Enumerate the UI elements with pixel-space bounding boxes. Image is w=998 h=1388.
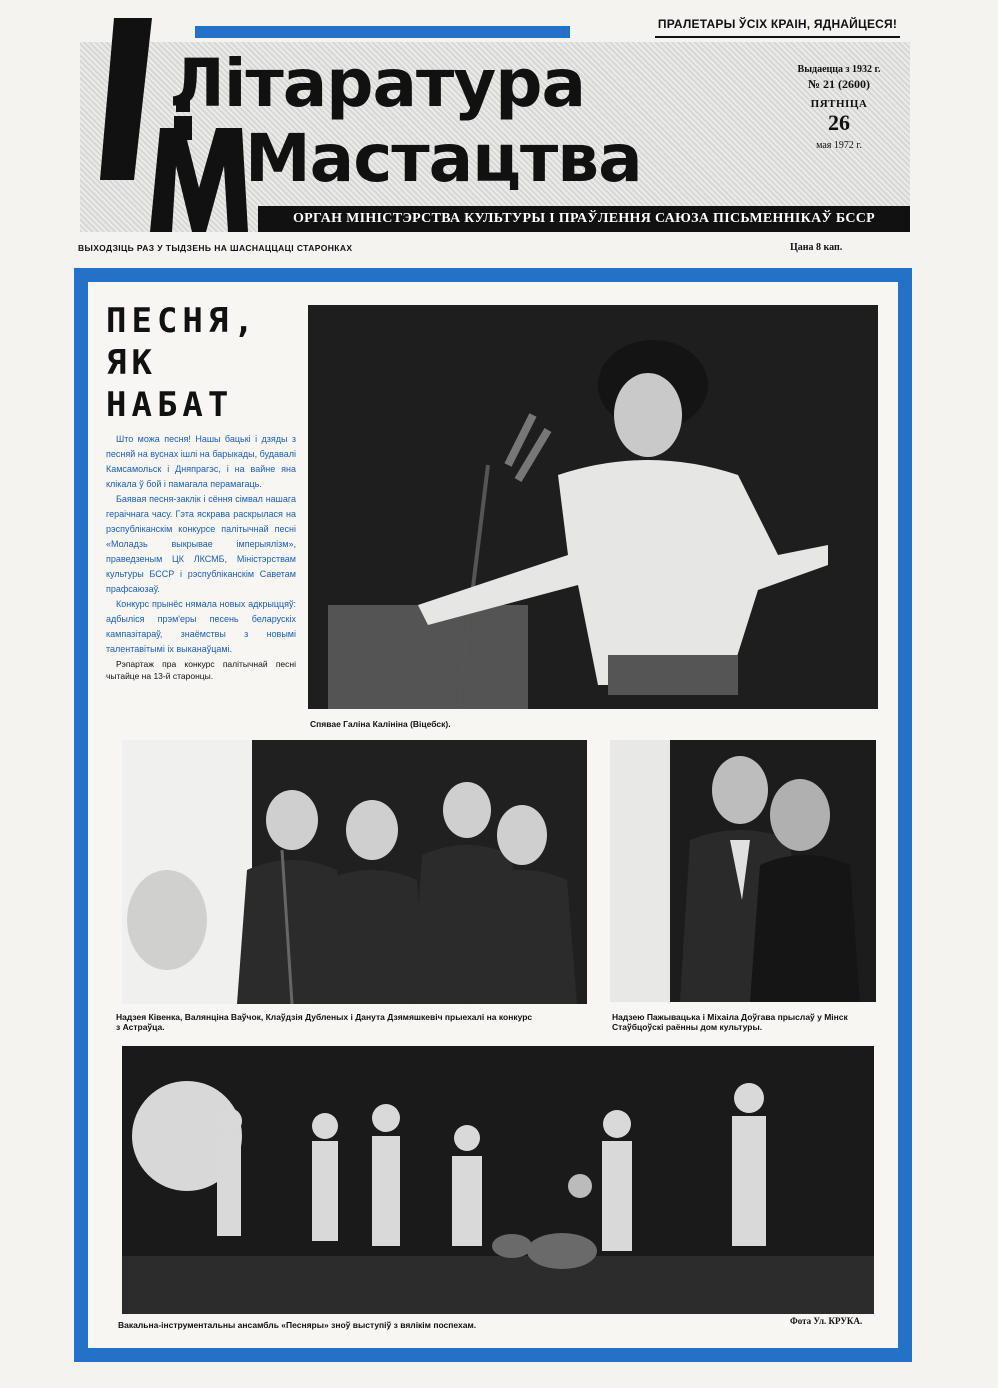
article-note: Рэпартаж пра конкурс палітычнай песні чытайце на 13-й старонцы. — [106, 659, 296, 681]
slogan: ПРАЛЕТАРЫ ЎСІХ КРАІН, ЯДНАЙЦЕСЯ! — [655, 14, 900, 38]
frequency-note: ВЫХОДЗІЦЬ РАЗ У ТЫДЗЕНЬ НА ШАСНАЦЦАЦІ СТАРОНКАХ — [78, 243, 353, 253]
headline-line-2: ЯК — [106, 343, 157, 383]
article-paragraph: Конкурс прынёс нямала новых адкрыццяў: адбыліся прэм'еры песень беларускіх кампазітараў, знаёмствы з новымі талентавітымі іх выканаўцамі. — [106, 599, 296, 654]
issue-weekday: ПЯТНІЦА — [810, 98, 868, 110]
photo-credit: Фота Ул. КРУКА. — [790, 1316, 863, 1326]
masthead-letter-l-logo — [100, 18, 152, 180]
organ-bar: ОРГАН МІНІСТЭРСТВА КУЛЬТУРЫ І ПРАЎЛЕННЯ САЮЗА ПІСЬМЕННІКАЎ БССР — [258, 206, 910, 232]
article-paragraph: Што можа песня! Нашы бацькі і дзяды з песняй на вуснах ішлі на барыкады, будавалі Камсамольск і Дняпрагэс, і на вайне яна клікала ў бой і памагала перамагаць. — [106, 434, 296, 489]
headline-line-1: ПЕСНЯ, — [106, 301, 259, 341]
issue-number: № 21 (2600) — [807, 77, 871, 91]
photo-duo — [610, 740, 876, 1002]
caption-photo-duo: Надзею Пажывацька і Міхаіла Доўгава прыслаў у Мінск Стаўбцоўскі раённы дом культуры. — [612, 1012, 848, 1032]
headline-line-3: НАБАТ — [106, 385, 234, 425]
issue-info — [788, 64, 890, 151]
article-paragraph: Баявая песня-заклік і сёння сімвал нашага гераічнага часу. Гэта яскрава раскрылася на рэспубліканскім конкурсе палітычнай песні «Моладзь выкрывае імперыялізм», праведзеным ЦК ЛКСМБ, Міністэрствам культуры БССР і рэспубліканскім Саветам прафсаюзаў. — [106, 494, 296, 594]
issue-day: 26 — [828, 110, 850, 135]
caption-photo-quartet: Надзея Ківенка, Валянціна Ваўчок, Клаўдзія Дубленых і Данута Дзямяшкевіч прыехалі на конкурс з Астраўца. — [116, 1012, 533, 1032]
issue-since: Выдаецца з 1932 г. — [797, 64, 881, 75]
caption-photo-ensemble: Вакальна-інструментальны ансамбль «Песняры» зноў выступіў з вялікім поспехам. — [118, 1320, 477, 1330]
photo-singer — [308, 305, 878, 709]
caption-photo-singer: Спявае Галіна Калініна (Віцебск). — [310, 719, 451, 729]
article-body — [106, 432, 296, 682]
masthead-title-line1: Літаратура — [170, 45, 586, 122]
price: Цана 8 кап. — [790, 242, 843, 253]
masthead-title-line2: Мастацтва — [245, 120, 642, 197]
photo-ensemble — [122, 1046, 874, 1314]
masthead-blue-bar — [195, 26, 570, 38]
photo-quartet — [122, 740, 587, 1004]
article-headline — [106, 300, 306, 426]
masthead-letter-m-logo — [150, 128, 248, 232]
issue-month-year: мая 1972 г. — [816, 140, 862, 151]
